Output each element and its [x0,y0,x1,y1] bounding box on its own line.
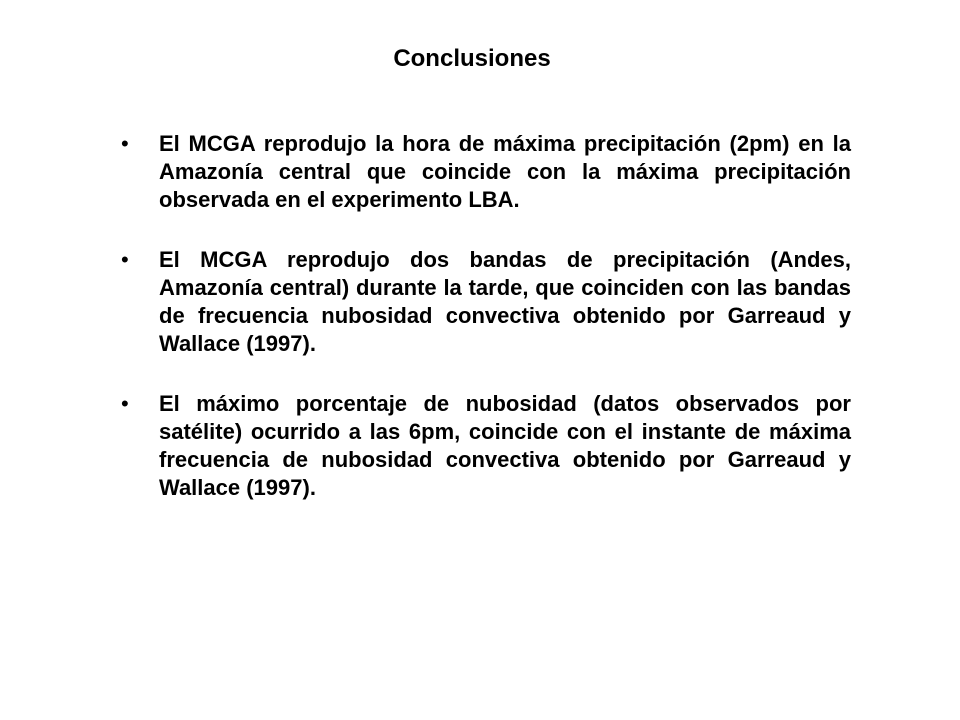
bullet-item-2 [121,246,851,358]
bullet-dot-icon: • [121,131,129,156]
bullet-item-3 [121,390,851,502]
bullet-text-1: El MCGA reprodujo la hora de máxima precipitación (2pm) en la Amazonía central que coincide con la máxima precipitación observada en el experimento LBA. [159,131,851,212]
bullet-dot-icon: • [121,247,129,272]
bullet-text-3: El máximo porcentaje de nubosidad (datos observados por satélite) ocurrido a las 6pm, coincide con el instante de máxima frecuencia de nubosidad convectiva obtenido por Garreaud y Wallace (1997). [159,391,851,500]
bullet-text-2: El MCGA reprodujo dos bandas de precipitación (Andes, Amazonía central) durante la tarde, que coinciden con las bandas de frecuencia nubosidad convectiva obtenido por Garreaud y Wallace (1997). [159,247,851,356]
slide-title: Conclusiones [393,45,551,72]
bullet-dot-icon: • [121,391,129,416]
bullet-item-1 [121,130,851,214]
bullet-list [121,130,851,534]
